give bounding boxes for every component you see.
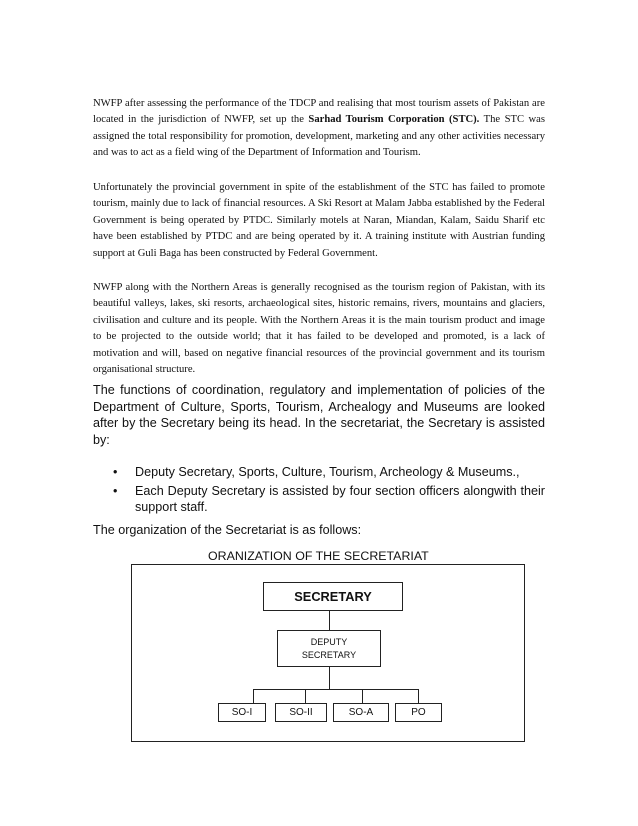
po-box (395, 703, 442, 722)
deputy-label-line2: SECRETARY (301, 649, 357, 660)
secretary-box (263, 582, 403, 611)
connector-line (329, 611, 330, 630)
deputy-label-line1: DEPUTY (310, 636, 348, 647)
paragraph-financial-text: Unfortunately the provincial government in spite of the establishment of the STC has failed to promote tourism, mainly due to lack of financial resources. A Ski Resort at Malam Jabba established by the Federal Government is being operated by PTDC. Similarly motels at Naran, Miandan, Kalam, Saidu Sharif etc have been established by PTDC and are being operated by it. A training institute with Austrian funding support at Guli Baga has been constructed by Federal Government. (93, 182, 545, 259)
paragraph-organization: The organization of the Secretariat is as follows: (93, 523, 362, 537)
bullet-list (93, 464, 545, 518)
deputy-secretary-box (277, 630, 381, 667)
so-i-label: SO-I (231, 707, 253, 718)
paragraph-northern-areas (93, 280, 545, 378)
connector-line (253, 689, 254, 703)
org-chart-title: ORANIZATION OF THE SECRETARIAT (208, 549, 429, 563)
bullet-icon: • (113, 483, 118, 498)
secretary-label: SECRETARY (294, 589, 372, 604)
connector-line (329, 667, 330, 689)
connector-line (253, 689, 418, 690)
bullet-icon: • (113, 465, 118, 479)
so-ii-box (275, 703, 327, 722)
paragraph-northern-areas-text: NWFP along with the Northern Areas is generally recognised as the tourism region of Pakistan, with its beautiful valleys, lakes, ski resorts, archaeological sites, historic remains, rivers, mountains and glaciers, civilisation and culture and its people. With the Northern Areas it is the main tourism product and image to be projected to the outside world; that it has failed to be developed and promoted, is a lack of motivation and will, based on negative financial resources of the provincial government and its tourism organisational structure. (93, 282, 545, 376)
paragraph-functions: The functions of coordination, regulatory and implementation of policies of the Department of Culture, Sports, Tourism, Archealogy and Museums are looked after by the Secretary being its head. In the secretariat, the Secretary is assisted by: (93, 383, 545, 447)
so-a-box (333, 703, 389, 722)
paragraph-stc (93, 96, 545, 162)
bullet-item (93, 464, 545, 481)
connector-line (362, 689, 363, 703)
po-label: PO (411, 707, 426, 718)
so-i-box (218, 703, 266, 722)
paragraph-stc-intro: NWFP after assessing the performance of the TDCP and realising that most tourism assets of Pakistan are located in the jurisdiction of NWFP, set up the (93, 98, 545, 126)
paragraph-stc-bold: Sarhad Tourism Corporation (STC). (308, 114, 480, 126)
so-a-label: SO-A (348, 707, 374, 718)
so-ii-label: SO-II (289, 707, 313, 718)
bullet-text: Deputy Secretary, Sports, Culture, Tourism, Archeology & Museums., (135, 465, 520, 479)
connector-line (418, 689, 419, 703)
bullet-text: Each Deputy Secretary is assisted by four section officers alongwith their support staff. (135, 483, 545, 514)
paragraph-stc-rest: The STC was assigned the total responsibility for promotion, development, marketing and any other activities necessary and was to act as a field wing of the Department of Information and Tourism. (93, 114, 545, 159)
paragraph-financial (93, 180, 545, 262)
connector-line (305, 689, 306, 703)
bullet-item (93, 483, 545, 516)
